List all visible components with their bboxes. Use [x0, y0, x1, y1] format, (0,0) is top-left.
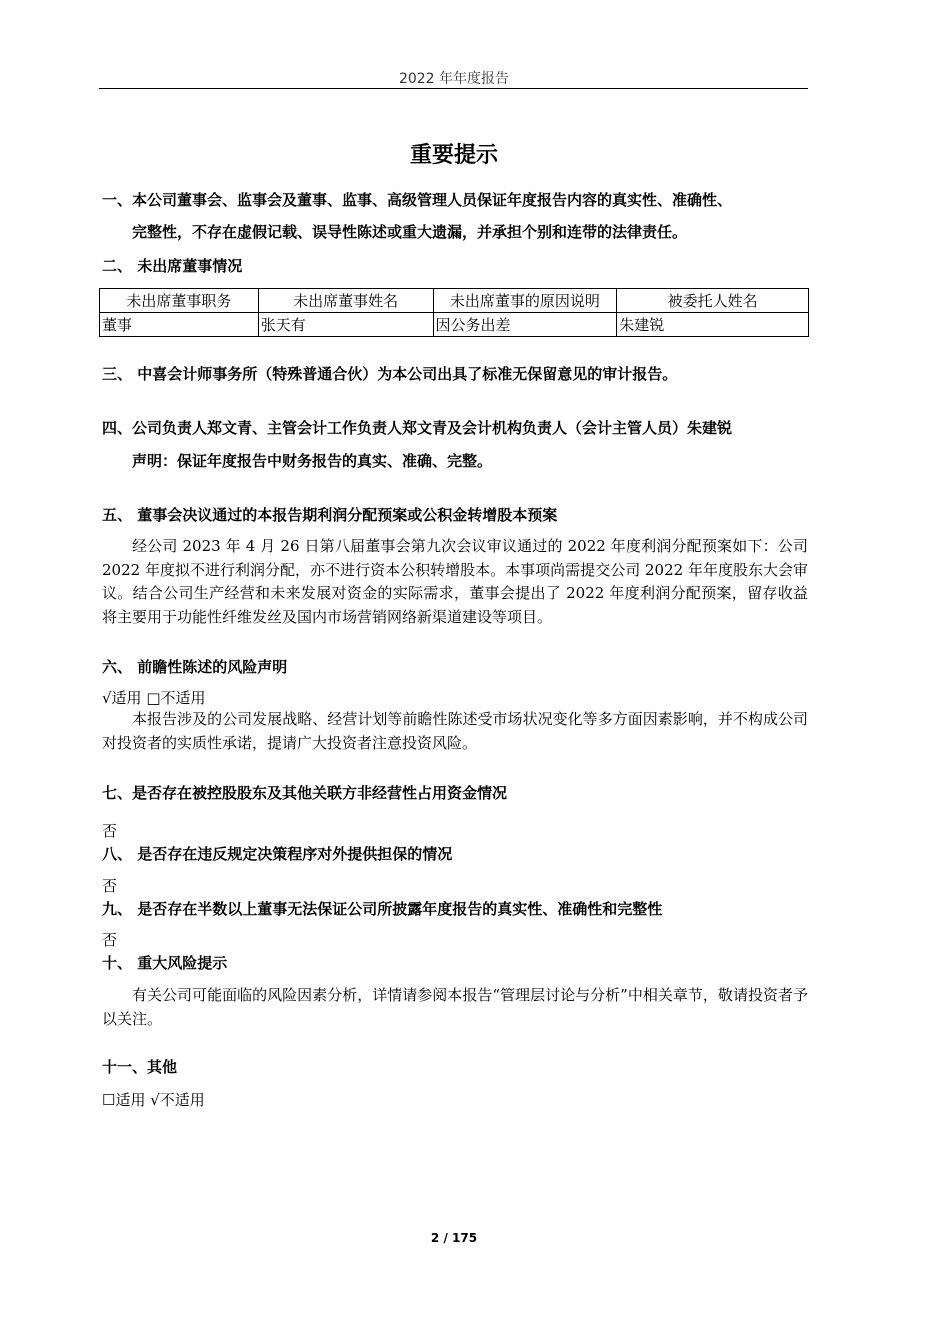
section-11-heading: 十一、其他 [102, 1058, 178, 1076]
section-8-heading: 八、 是否存在违反规定决策程序对外提供担保的情况 [102, 845, 453, 863]
section-8-answer: 否 [102, 877, 118, 895]
section-6-heading: 六、 前瞻性陈述的风险声明 [102, 658, 288, 676]
table-cell: 朱建锐 [617, 313, 809, 337]
table-cell: 董事 [100, 313, 259, 337]
section-7-answer: 否 [102, 822, 118, 840]
running-header: 2022 年年度报告 [398, 71, 510, 87]
section-4-line-2: 声明：保证年度报告中财务报告的真实、准确、完整。 [132, 452, 493, 470]
section-5-body: 经公司 2023 年 4 月 26 日第八届董事会第九次会议审议通过的 2022 年度利润分配预案如下：公司 2022 年度拟不进行利润分配，亦不进行资本公积转增股本。本事项尚需提交公司 2022 年年度股东大会审议。结合公司生产经营和未来发展对资金的实际需求，董事会提出了 2022 年度利润分配预案，留存收益将主要用于功能性纤维发丝及国内市场营销网络新渠道建设等项目。 [102, 537, 808, 626]
section-9-heading: 九、 是否存在半数以上董事无法保证公司所披露年度报告的真实性、准确性和完整性 [102, 900, 663, 918]
table-row [100, 313, 809, 337]
header-rule [99, 88, 808, 89]
section-10-heading: 十、 重大风险提示 [102, 954, 228, 972]
section-2-heading: 二、 未出席董事情况 [102, 257, 243, 275]
section-9-answer: 否 [102, 931, 118, 949]
section-7-heading: 七、是否存在被控股股东及其他关联方非经营性占用资金情况 [102, 784, 508, 802]
table-cell: 张天有 [258, 313, 433, 337]
section-5-heading: 五、 董事会决议通过的本报告期利润分配预案或公积金转增股本预案 [102, 506, 558, 524]
section-1-line-1: 一、本公司董事会、监事会及董事、监事、高级管理人员保证年度报告内容的真实性、准确性、 [102, 191, 733, 209]
table-header-cell: 未出席董事的原因说明 [433, 289, 617, 313]
table-header-cell: 未出席董事姓名 [258, 289, 433, 313]
section-6-body: 本报告涉及的公司发展战略、经营计划等前瞻性陈述受市场状况变化等多方面因素影响，并不构成公司对投资者的实质性承诺，提请广大投资者注意投资风险。 [102, 710, 808, 752]
document-title: 重要提示 [409, 143, 498, 168]
table-header-row [100, 289, 809, 313]
table-header-cell: 未出席董事职务 [100, 289, 259, 313]
table-cell: 因公务出差 [433, 313, 617, 337]
absent-directors-table [99, 288, 809, 337]
page-number: 2 / 175 [430, 1231, 478, 1245]
section-6-applicability: √适用 □不适用 [102, 689, 206, 707]
section-3-text: 三、 中喜会计师事务所（特殊普通合伙）为本公司出具了标准无保留意见的审计报告。 [102, 365, 678, 383]
section-11-applicability: ☐适用 √不适用 [102, 1091, 205, 1109]
section-10-body: 有关公司可能面临的风险因素分析，详情请参阅本报告“管理层讨论与分析”中相关章节，敬请投资者予以关注。 [102, 986, 808, 1028]
table-header-cell: 被委托人姓名 [617, 289, 809, 313]
section-1-line-2: 完整性，不存在虚假记载、误导性陈述或重大遗漏，并承担个别和连带的法律责任。 [132, 223, 688, 241]
section-4-line-1: 四、公司负责人郑文青、主管会计工作负责人郑文青及会计机构负责人（会计主管人员）朱建锐 [102, 419, 733, 437]
